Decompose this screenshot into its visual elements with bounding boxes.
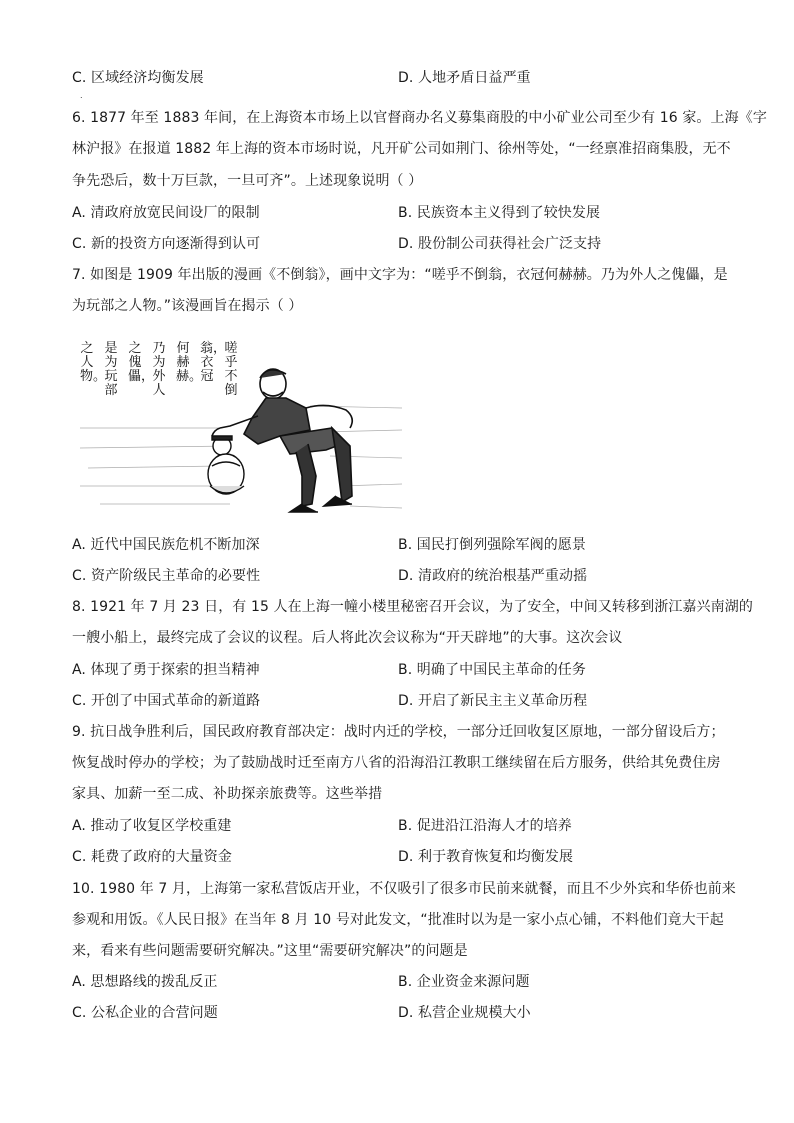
q10-stem-line3: 来，看来有些问题需要研究解决。”这里“需要研究解决”的问题是 [72,943,468,959]
q9-option-a[interactable]: A. 推动了收复区学校重建 [72,818,232,834]
q8-option-d[interactable]: D. 开启了新民主主义革命历程 [398,693,588,709]
q6-option-c[interactable]: C. 新的投资方向逐渐得到认可 [72,236,261,252]
q8-option-b[interactable]: B. 明确了中国民主革命的任务 [398,662,587,678]
q7-option-d[interactable]: D. 清政府的统治根基严重动摇 [398,568,588,584]
cartoon-caption-col: 翁，衣冠 [200,341,227,384]
q9-option-c[interactable]: C. 耗费了政府的大量资金 [72,849,232,865]
cartoon-caption-col: 之傀儡， [128,341,155,384]
q9-stem-line3: 家具、加薪一至二成、补助探亲旅费等。这些举措 [72,786,383,802]
q10-option-b[interactable]: B. 企业资金来源问题 [398,974,530,990]
cartoon-caption-col: 何赫赫。 [176,341,203,384]
q9-stem-line1: 9. 抗日战争胜利后，国民政府教育部决定：战时内迁的学校，一部分迁回收复区原地，一部分留设后方； [72,724,725,740]
cartoon-caption-col: 乃为外人 [152,341,166,398]
cartoon-caption-col: 嗟乎不倒 [224,341,238,398]
q10-stem-line1: 10. 1980 年 7 月，上海第一家私营饭店开业，不仅吸引了很多市民前来就餐，而且不少外宾和华侨也前来 [72,881,736,897]
q6-option-d[interactable]: D. 股份制公司获得社会广泛支持 [398,236,602,252]
stray-mark: . [80,91,83,100]
cartoon-illustration [80,336,402,522]
q10-stem-line2: 参观和用饭。《人民日报》在当年 8 月 10 号对此发文，“批准时以为是一家小点心铺，不料他们竟大干起 [72,912,724,928]
cartoon-caption-col: 之人物。 [80,341,107,384]
q8-stem-line1: 8. 1921 年 7 月 23 日，有 15 人在上海一幢小楼里秘密召开会议，为了安全，中间又转移到浙江嘉兴南湖的 [72,599,753,615]
q8-stem-line2: 一艘小船上，最终完成了会议的议程。后人将此次会议称为“开天辟地”的大事。这次会议 [72,630,623,646]
q10-option-d[interactable]: D. 私营企业规模大小 [398,1005,531,1021]
q7-stem-line2: 为玩部之人物。”该漫画旨在揭示（ ） [72,298,303,314]
q6-stem-line1: 6. 1877 年至 1883 年间，在上海资本市场上以官督商办名义募集商股的中小矿业公司至少有 16 家。上海《字 [72,110,767,126]
q10-option-a[interactable]: A. 思想路线的拨乱反正 [72,974,218,990]
q9-stem-line2: 恢复战时停办的学校；为了鼓励战时迁至南方八省的沿海沿江教职工继续留在后方服务，供给其免费住房 [72,755,721,771]
q8-option-a[interactable]: A. 体现了勇于探索的担当精神 [72,662,260,678]
q8-option-c[interactable]: C. 开创了中国式革命的新道路 [72,693,261,709]
q7-option-b[interactable]: B. 国民打倒列强除军阀的愿景 [398,537,587,553]
q6-stem-line3: 争先恐后，数十万巨款，一旦可齐”。上述现象说明（ ） [72,173,423,189]
q7-stem-line1: 7. 如图是 1909 年出版的漫画《不倒翁》，画中文字为：“嗟乎不倒翁，衣冠何赫赫。乃为外人之傀儡，是 [72,267,728,283]
cartoon-budaoweng [80,336,402,522]
q6-option-b[interactable]: B. 民族资本主义得到了较快发展 [398,205,601,221]
cartoon-caption-col: 是为玩部 [104,341,118,398]
q7-option-c[interactable]: C. 资产阶级民主革命的必要性 [72,568,261,584]
q10-option-c[interactable]: C. 公私企业的合营问题 [72,1005,218,1021]
q6-option-a[interactable]: A. 清政府放宽民间设厂的限制 [72,205,260,221]
q5-option-d[interactable]: D. 人地矛盾日益严重 [398,70,531,86]
q7-option-a[interactable]: A. 近代中国民族危机不断加深 [72,537,260,553]
q6-stem-line2: 林沪报》在报道 1882 年上海的资本市场时说，凡开矿公司如荆门、徐州等处，“一经禀准招商集股，无不 [72,141,731,157]
q9-option-b[interactable]: B. 促进沿江沿海人才的培养 [398,818,572,834]
q9-option-d[interactable]: D. 利于教育恢复和均衡发展 [398,849,574,865]
q5-option-c[interactable]: C. 区域经济均衡发展 [72,70,204,86]
